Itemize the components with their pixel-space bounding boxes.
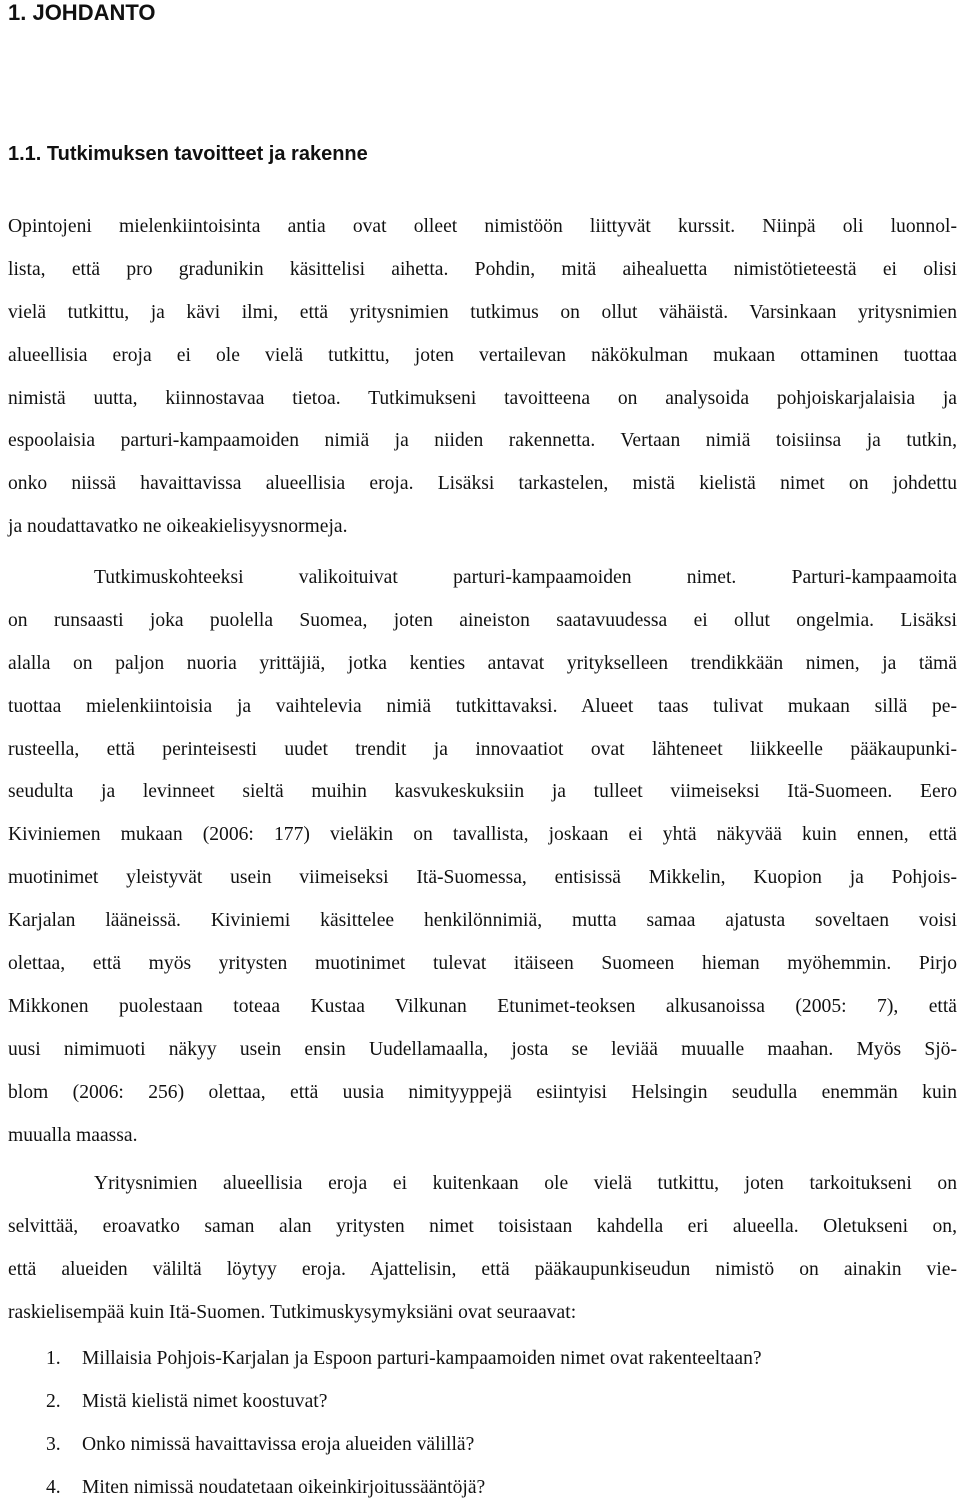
paragraph-line: Yritysnimien alueellisia eroja ei kuitenkaan ole vielä tutkittu, joten tarkoitukseni on [94, 1173, 957, 1194]
chapter-heading: 1. JOHDANTO [8, 0, 156, 25]
list-item-number: 4. [46, 1476, 61, 1498]
paragraph-line: uusi nimimuoti näkyy usein ensin Uudellamaalla, josta se leviää muualle maahan. Myös Sjö- [8, 1038, 957, 1060]
paragraph-3 [8, 1163, 957, 1335]
paragraph-line: muotinimet yleistyvät usein viimeiseksi Itä-Suomessa, entisissä Mikkelin, Kuopion ja Pohjois- [8, 867, 957, 889]
paragraph-line: onko niissä havaittavissa alueellisia eroja. Lisäksi tarkastelen, mistä kielistä nimet on johdettu [8, 473, 957, 495]
paragraph-line: ja noudattavatko ne oikeakielisyysnormeja. [8, 516, 348, 538]
paragraph-line: Mikkonen puolestaan toteaa Kustaa Vilkunan Etunimet-teoksen alkusanoissa (2005: 7), että [8, 995, 957, 1017]
paragraph-line: tuottaa mielenkiintoisia ja vaihtelevia nimiä tutkittavaksi. Alueet taas tulivat mukaan sillä pe- [8, 695, 957, 717]
paragraph-line: muualla maassa. [8, 1124, 138, 1146]
paragraph-line: raskielisempää kuin Itä-Suomen. Tutkimuskysymyksiäni ovat seuraavat: [8, 1301, 577, 1323]
paragraph-line: on runsaasti joka puolella Suomea, joten aineiston saatavuudessa ei ollut ongelmia. Lisäksi [8, 609, 957, 631]
list-item-number: 1. [46, 1348, 61, 1369]
paragraph-line: olettaa, että myös yritysten muotinimet tulevat itäiseen Suomeen hieman myöhemmin. Pirjo [8, 953, 957, 975]
list-item-text: Mistä kielistä nimet koostuvat? [82, 1390, 328, 1412]
paragraph-line: seudulta ja levinneet sieltä muihin kasvukeskuksiin ja tulleet viimeiseksi Itä-Suomeen. Eero [8, 781, 957, 803]
list-item-number: 2. [46, 1390, 61, 1412]
paragraph-line: blom (2006: 256) olettaa, että uusia nimityyppejä esiintyisi Helsingin seudulla enemmän kuin [8, 1081, 957, 1103]
section-heading: 1.1. Tutkimuksen tavoitteet ja rakenne [8, 143, 368, 165]
paragraph-line: rusteella, että perinteisesti uudet trendit ja innovaatiot ovat lähteneet liikkeelle pääkaupunki- [8, 738, 957, 760]
paragraph-line: lista, että pro gradunikin käsittelisi aihetta. Pohdin, mitä aihealuetta nimistötieteestä ei olisi [8, 258, 957, 280]
list-item-text: Onko nimissä havaittavissa eroja alueiden välillä? [82, 1433, 475, 1455]
paragraph-2 [8, 557, 957, 1157]
paragraph-line: alueellisia eroja ei ole vielä tutkittu, joten vertailevan näkökulman mukaan ottaminen tuottaa [8, 344, 957, 366]
paragraph-line: selvittää, eroavatko saman alan yritysten nimet toisistaan kahdella eri alueella. Oletukseni on, [8, 1215, 957, 1237]
paragraph-line: espoolaisia parturi-kampaamoiden nimiä ja niiden rakennetta. Vertaan nimiä toisiinsa ja tutkin, [8, 430, 957, 452]
paragraph-line: vielä tutkittu, ja kävi ilmi, että yritysnimien tutkimus on ollut vähäistä. Varsinkaan yritysnimien [8, 301, 957, 323]
paragraph-line: alalla on paljon nuoria yrittäjiä, jotka kenties antavat yritykselleen trendikkään nimen, ja tämä [8, 652, 957, 674]
paragraph-1 [8, 206, 957, 549]
paragraph-line: Kiviniemen mukaan (2006: 177) vieläkin on tavallista, joskaan ei yhtä näkyvää kuin ennen, että [8, 824, 957, 846]
paragraph-line: Karjalan lääneissä. Kiviniemi käsittelee henkilönnimiä, mutta samaa ajatusta soveltaen voisi [8, 910, 957, 932]
paragraph-line: Opintojeni mielenkiintoisinta antia ovat olleet nimistöön liittyvät kurssit. Niinpä oli luonnol- [8, 216, 957, 237]
paragraph-line: Tutkimuskohteeksi valikoituivat parturi-kampaamoiden nimet. Parturi-kampaamoita [94, 567, 957, 588]
paragraph-line: nimistä uutta, kiinnostavaa tietoa. Tutkimukseni tavoitteena on analysoida pohjoiskarjalaisia ja [8, 387, 957, 409]
list-item-text: Millaisia Pohjois-Karjalan ja Espoon parturi-kampaamoiden nimet ovat rakenteeltaan? [82, 1348, 762, 1369]
paragraph-line: että alueiden väliltä löytyy eroja. Ajattelisin, että pääkaupunkiseudun nimistö on ainakin vie- [8, 1258, 957, 1280]
list-item-text: Miten nimissä noudatetaan oikeinkirjoitussääntöjä? [82, 1476, 486, 1498]
list-item-number: 3. [46, 1433, 61, 1455]
